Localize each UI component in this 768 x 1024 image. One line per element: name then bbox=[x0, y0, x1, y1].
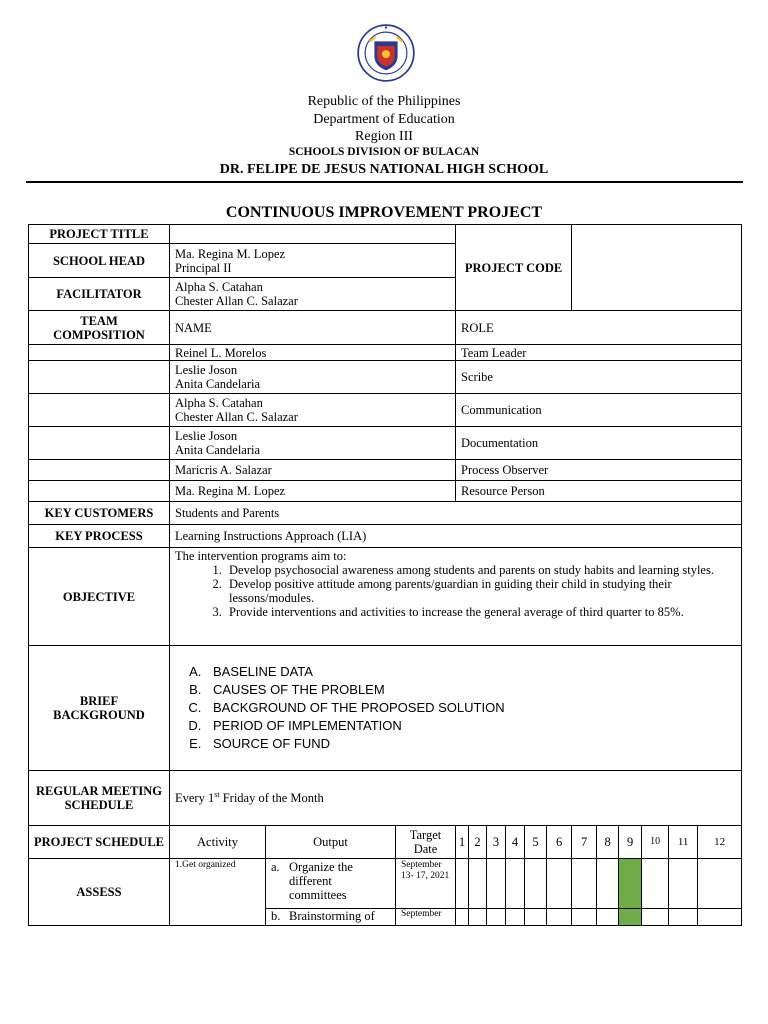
header-school: DR. FELIPE DE JESUS NATIONAL HIGH SCHOOL bbox=[219, 162, 549, 177]
team-member-name-line: Anita Candelaria bbox=[175, 443, 261, 457]
team-member-name: Reinel L. Morelos bbox=[170, 345, 456, 361]
month-header: 8 bbox=[597, 826, 619, 859]
label-facilitator: FACILITATOR bbox=[29, 278, 170, 311]
schedule-target-date: September 13- 17, 2021 bbox=[396, 859, 456, 909]
team-member-role: Documentation bbox=[456, 427, 742, 460]
team-member-name-line: Leslie Joson bbox=[175, 363, 238, 377]
header-divider bbox=[26, 181, 743, 183]
team-member-name bbox=[170, 361, 456, 394]
objective-intro: The intervention programs aim to: bbox=[175, 549, 347, 563]
objective-item: 2. Develop positive attitude among parents/guardian in guiding their child in studying their lessons/modules. bbox=[225, 577, 736, 605]
label-objective: OBJECTIVE bbox=[29, 548, 170, 646]
header-region: Region III bbox=[355, 129, 413, 144]
month-header: 11 bbox=[669, 826, 698, 859]
table-row bbox=[29, 460, 742, 481]
output-text: Organize the different committees bbox=[289, 860, 353, 902]
month-header: 10 bbox=[642, 826, 669, 859]
table-row bbox=[29, 361, 742, 394]
team-member-name bbox=[170, 394, 456, 427]
table-row bbox=[29, 394, 742, 427]
month-header: 3 bbox=[487, 826, 506, 859]
schedule-col-output: Output bbox=[266, 826, 396, 859]
label-school-head: SCHOOL HEAD bbox=[29, 244, 170, 278]
brief-background-item: E. SOURCE OF FUND bbox=[205, 735, 736, 753]
label-project-schedule: PROJECT SCHEDULE bbox=[29, 826, 170, 859]
assess-activity: 1.Get organized bbox=[170, 859, 266, 926]
label-project-title: PROJECT TITLE bbox=[29, 225, 170, 244]
label-team-composition: TEAM COMPOSITION bbox=[29, 311, 170, 345]
month-header: 2 bbox=[469, 826, 487, 859]
month-header: 5 bbox=[525, 826, 547, 859]
objective-item: 3. Provide interventions and activities to increase the general average of third quarter to 85%. bbox=[225, 605, 736, 619]
schedule-col-activity: Activity bbox=[170, 826, 266, 859]
label-assess: ASSESS bbox=[29, 859, 170, 926]
cip-form-table bbox=[28, 224, 742, 926]
brief-background-item: D. PERIOD OF IMPLEMENTATION bbox=[205, 717, 736, 735]
project-code-value bbox=[572, 225, 742, 311]
brief-background-value bbox=[170, 646, 742, 771]
output-text: Brainstorming of bbox=[289, 909, 375, 923]
label-key-process: KEY PROCESS bbox=[29, 525, 170, 548]
output-marker: b. bbox=[271, 909, 281, 923]
month-header: 4 bbox=[506, 826, 525, 859]
output-marker: a. bbox=[271, 860, 280, 874]
table-row bbox=[29, 481, 742, 502]
label-key-customers: KEY CUSTOMERS bbox=[29, 502, 170, 525]
facilitator-name-1: Alpha S. Catahan bbox=[175, 280, 263, 294]
team-member-role: Team Leader bbox=[456, 345, 742, 361]
team-member-name: Maricris A. Salazar bbox=[170, 460, 456, 481]
team-col-name: NAME bbox=[170, 311, 456, 345]
team-member-name: Ma. Regina M. Lopez bbox=[170, 481, 456, 502]
regular-meeting-text-post: Friday of the Month bbox=[219, 791, 324, 805]
schedule-output bbox=[266, 859, 396, 909]
month-header: 12 bbox=[698, 826, 742, 859]
month-header: 7 bbox=[572, 826, 597, 859]
table-row bbox=[29, 427, 742, 460]
facilitator-name-2: Chester Allan C. Salazar bbox=[175, 294, 298, 308]
brief-background-item: C. BACKGROUND OF THE PROPOSED SOLUTION bbox=[205, 699, 736, 717]
school-head-name: Ma. Regina M. Lopez bbox=[175, 246, 286, 261]
header-department: Department of Education bbox=[313, 112, 455, 127]
regular-meeting-text: Every 1 bbox=[175, 791, 215, 805]
brief-background-list bbox=[175, 663, 736, 753]
team-member-name-line: Alpha S. Catahan bbox=[175, 396, 263, 410]
regular-meeting-sup: st bbox=[214, 789, 220, 799]
team-member-name-line: Anita Candelaria bbox=[175, 377, 261, 391]
team-member-role: Resource Person bbox=[456, 481, 742, 502]
month-header: 9 bbox=[619, 826, 642, 859]
schedule-col-target-date: Target Date bbox=[396, 826, 456, 859]
school-head-position: Principal II bbox=[175, 260, 232, 275]
team-member-name-line: Chester Allan C. Salazar bbox=[175, 410, 298, 424]
brief-background-item: B. CAUSES OF THE PROBLEM bbox=[205, 681, 736, 699]
header-republic: Republic of the Philippines bbox=[307, 94, 461, 109]
schedule-output bbox=[266, 909, 396, 926]
objective-item: 1. Develop psychosocial awareness among students and parents on study habits and learning styles. bbox=[225, 563, 736, 577]
regular-meeting-value bbox=[170, 771, 742, 826]
label-project-code: PROJECT CODE bbox=[456, 225, 572, 311]
label-regular-meeting: REGULAR MEETING SCHEDULE bbox=[29, 771, 170, 826]
schedule-bar-month-9 bbox=[619, 909, 642, 926]
school-head-value bbox=[170, 244, 456, 278]
facilitator-value bbox=[170, 278, 456, 311]
objective-value bbox=[170, 548, 742, 646]
schedule-bar-month-9 bbox=[619, 859, 642, 909]
objective-list bbox=[175, 563, 736, 619]
project-title-value bbox=[170, 225, 456, 244]
table-row bbox=[29, 345, 742, 361]
schedule-target-date: September bbox=[396, 909, 456, 926]
header-division: SCHOOLS DIVISION OF BULACAN bbox=[288, 146, 480, 158]
brief-background-item: A. BASELINE DATA bbox=[205, 663, 736, 681]
month-header: 6 bbox=[547, 826, 572, 859]
document-title: CONTINUOUS IMPROVEMENT PROJECT bbox=[225, 204, 543, 221]
team-member-role: Process Observer bbox=[456, 460, 742, 481]
key-customers-value: Students and Parents bbox=[170, 502, 742, 525]
team-member-role: Communication bbox=[456, 394, 742, 427]
team-member-name-line: Leslie Joson bbox=[175, 429, 238, 443]
team-col-role: ROLE bbox=[456, 311, 742, 345]
key-process-value: Learning Instructions Approach (LIA) bbox=[170, 525, 742, 548]
table-row bbox=[29, 859, 742, 909]
month-header: 1 bbox=[456, 826, 469, 859]
team-member-role: Scribe bbox=[456, 361, 742, 394]
deped-seal-logo bbox=[357, 24, 415, 82]
team-member-name bbox=[170, 427, 456, 460]
label-brief-background: BRIEF BACKGROUND bbox=[29, 646, 170, 771]
